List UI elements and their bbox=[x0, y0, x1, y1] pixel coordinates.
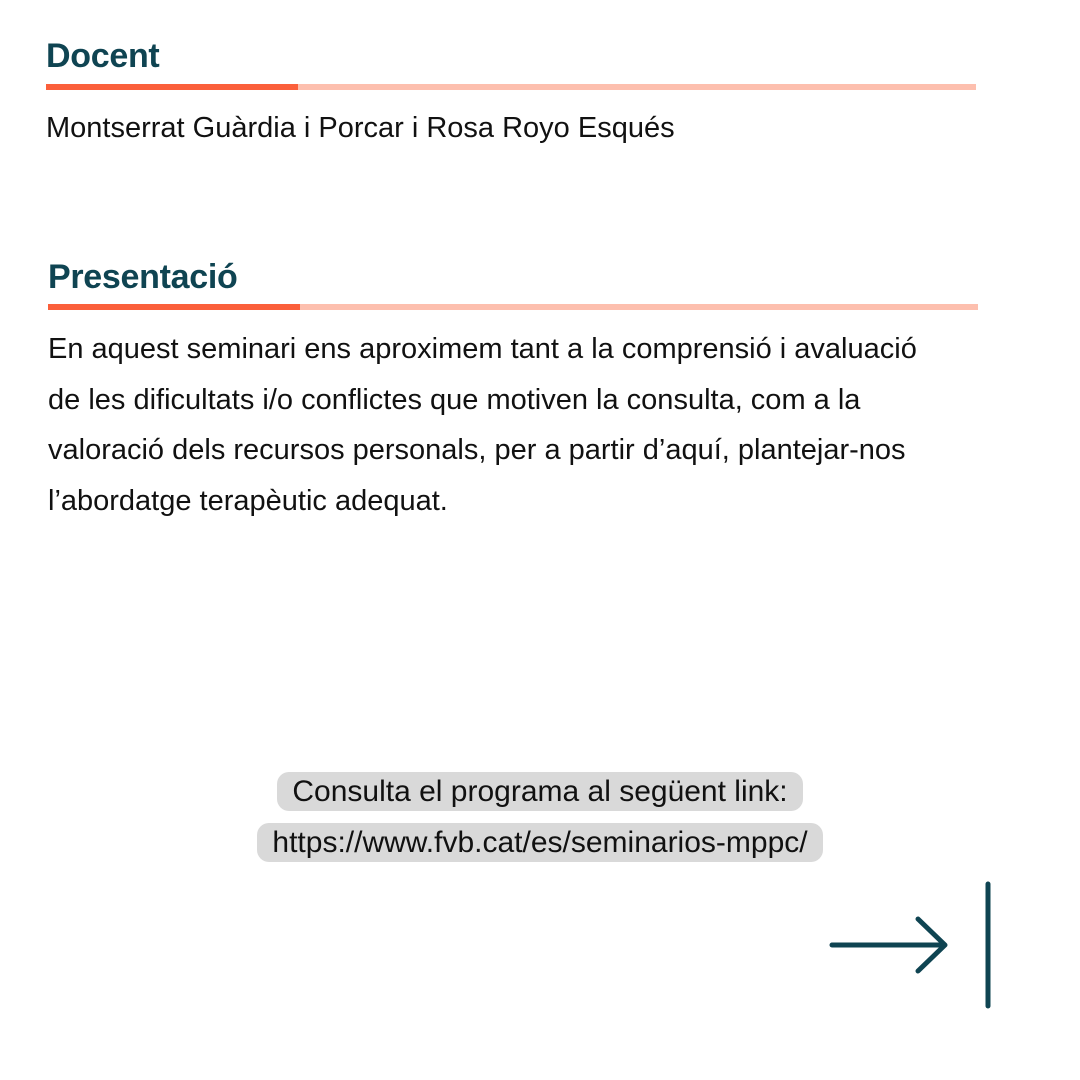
presentacio-divider-accent bbox=[48, 304, 300, 310]
program-link-url[interactable]: https://www.fvb.cat/es/seminarios-mppc/ bbox=[257, 823, 822, 862]
presentacio-heading: Presentació bbox=[48, 258, 238, 296]
program-link-callout bbox=[0, 766, 1080, 868]
docent-names: Montserrat Guàrdia i Porcar i Rosa Royo Esqués bbox=[46, 112, 675, 144]
arrow-right-to-bar-icon[interactable] bbox=[826, 880, 996, 1012]
docent-divider-accent bbox=[46, 84, 298, 90]
docent-divider bbox=[46, 84, 976, 90]
docent-heading: Docent bbox=[46, 37, 160, 75]
presentacio-divider bbox=[48, 304, 978, 310]
program-link-intro: Consulta el programa al següent link: bbox=[277, 772, 802, 811]
presentacio-description: En aquest seminari ens aproximem tant a la comprensió i avaluació de les dificultats i/o conflictes que motiven la consulta, com a la valoració dels recursos personals, per a partir d’aquí, plantejar-nos l’abordatge terapèutic adequat. bbox=[48, 333, 917, 517]
